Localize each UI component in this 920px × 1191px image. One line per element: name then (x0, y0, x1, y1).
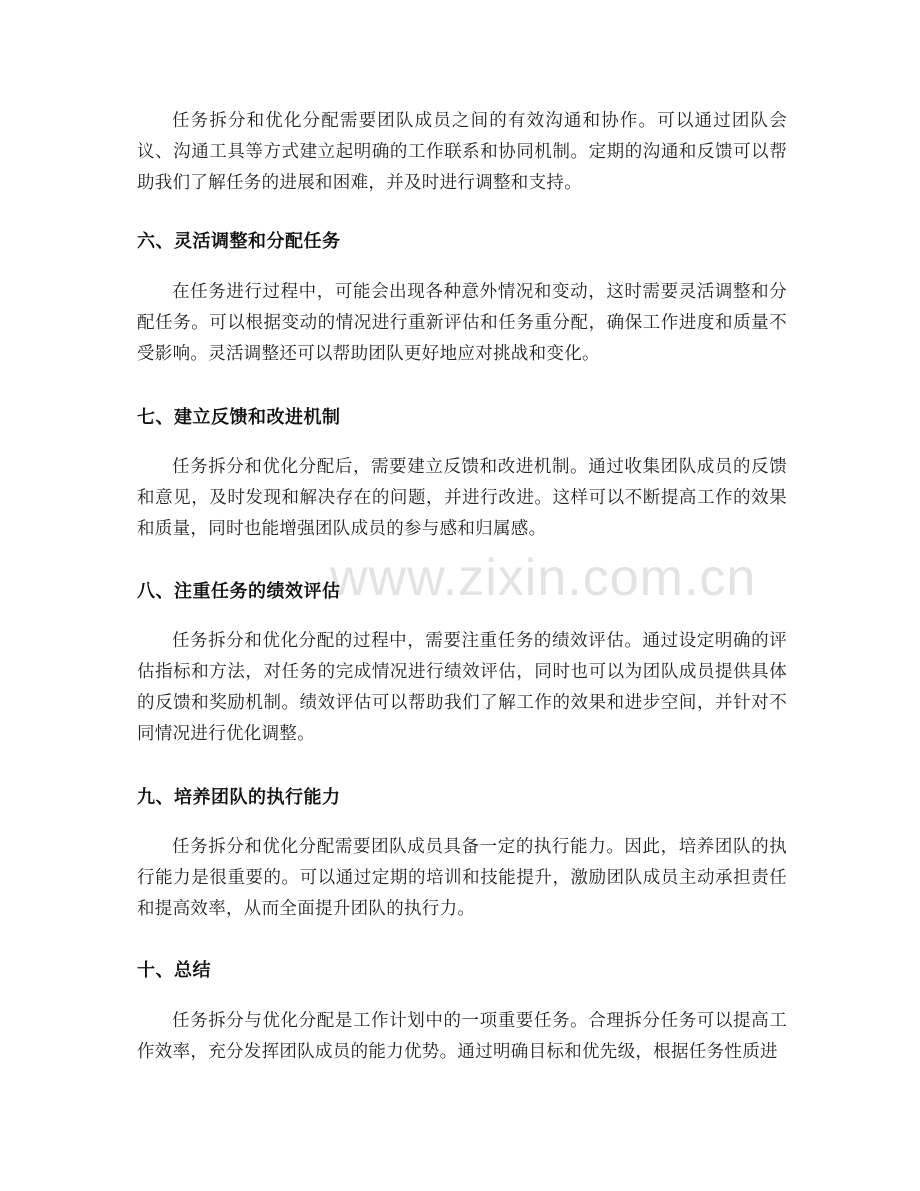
section-9-paragraph: 任务拆分和优化分配需要团队成员具备一定的执行能力。因此，培养团队的执行能力是很重要的。可以通过定期的培训和技能提升，激励团队成员主动承担责任和提高效率，从而全面提升团队的执行力。 (137, 837, 787, 919)
section-8-heading: 八、注重任务的绩效评估 (137, 581, 341, 602)
section-6-paragraph: 在任务进行过程中，可能会出现各种意外情况和变动，这时需要灵活调整和分配任务。可以根据变动的情况进行重新评估和任务重分配，确保工作进度和质量不受影响。灵活调整还可以帮助团队更好地应对挑战和变化。 (137, 282, 787, 364)
section-6-heading: 六、灵活调整和分配任务 (137, 231, 341, 252)
watermark-text: www.zixin.com.cn (330, 549, 757, 607)
section-10-paragraph: 任务拆分与优化分配是工作计划中的一项重要任务。合理拆分任务可以提高工作效率，充分发挥团队成员的能力优势。通过明确目标和优先级，根据任务性质进 (137, 1011, 787, 1062)
section-7-heading: 七、建立反馈和改进机制 (137, 407, 341, 428)
section-7-paragraph: 任务拆分和优化分配后，需要建立反馈和改进机制。通过收集团队成员的反馈和意见，及时发现和解决存在的问题，并进行改进。这样可以不断提高工作的效果和质量，同时也能增强团队成员的参与感和归属感。 (137, 457, 787, 539)
section-9-heading: 九、培养团队的执行能力 (137, 787, 341, 808)
section-8-paragraph: 任务拆分和优化分配的过程中，需要注重任务的绩效评估。通过设定明确的评估指标和方法，对任务的完成情况进行绩效评估，同时也可以为团队成员提供具体的反馈和奖励机制。绩效评估可以帮助我们了解工作的效果和进步空间，并针对不同情况进行优化调整。 (137, 631, 787, 744)
section-10-heading: 十、总结 (137, 960, 211, 981)
intro-paragraph: 任务拆分和优化分配需要团队成员之间的有效沟通和协作。可以通过团队会议、沟通工具等方式建立起明确的工作联系和协同机制。定期的沟通和反馈可以帮助我们了解任务的进展和困难，并及时进行调整和支持。 (137, 111, 787, 193)
